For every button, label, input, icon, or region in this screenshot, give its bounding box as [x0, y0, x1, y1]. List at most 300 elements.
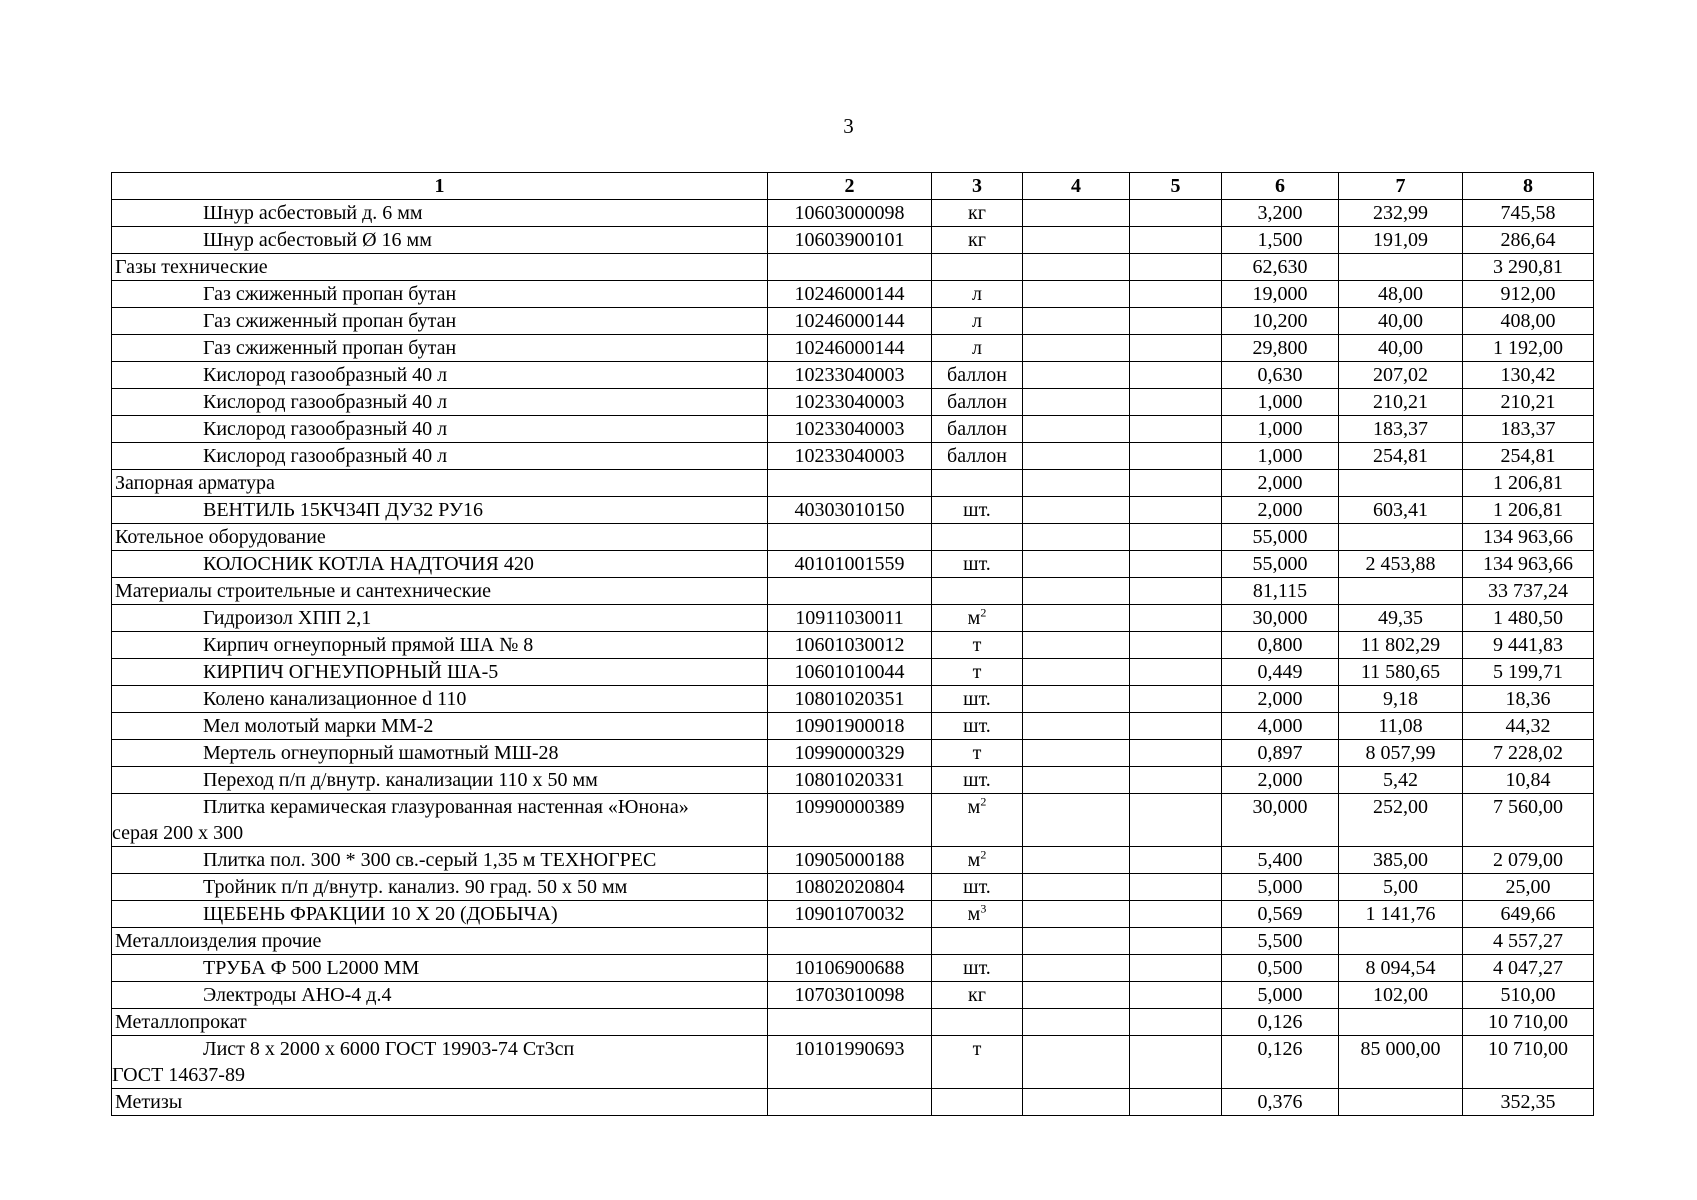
- column-4-cell: [1023, 713, 1130, 740]
- column-5-cell: [1130, 955, 1222, 982]
- item-name: Кирпич огнеупорный прямой ША № 8: [203, 634, 534, 656]
- item-name: Электроды АНО-4 д.4: [203, 984, 392, 1006]
- column-7-cell: 252,00: [1339, 794, 1463, 847]
- unit-text: баллон: [947, 364, 1007, 386]
- column-8-cell: 44,32: [1463, 713, 1594, 740]
- code-cell: 10246000144: [768, 335, 932, 362]
- column-7-cell: 254,81: [1339, 443, 1463, 470]
- unit-cell: [932, 470, 1023, 497]
- item-name-cell: [112, 416, 768, 443]
- unit-exponent: 2: [980, 847, 987, 862]
- item-name-cell: [112, 955, 768, 982]
- code-cell: 10233040003: [768, 362, 932, 389]
- code-cell: 10801020331: [768, 767, 932, 794]
- column-header-5: 5: [1130, 173, 1222, 200]
- column-4-cell: [1023, 740, 1130, 767]
- column-5-cell: [1130, 200, 1222, 227]
- item-name-continuation: серая 200 х 300: [112, 822, 244, 844]
- unit-cell: [932, 443, 1023, 470]
- unit-text: шт.: [963, 499, 991, 521]
- unit-cell: [932, 740, 1023, 767]
- column-4-cell: [1023, 928, 1130, 955]
- column-8-cell: 254,81: [1463, 443, 1594, 470]
- item-name: Газ сжиженный пропан бутан: [203, 310, 457, 332]
- column-5-cell: [1130, 928, 1222, 955]
- column-5-cell: [1130, 632, 1222, 659]
- item-name-cell: [112, 308, 768, 335]
- unit-text: баллон: [947, 391, 1007, 413]
- column-7-cell: 8 057,99: [1339, 740, 1463, 767]
- column-8-cell: 1 192,00: [1463, 335, 1594, 362]
- item-name: Кислород газообразный 40 л: [203, 364, 448, 386]
- code-cell: 40303010150: [768, 497, 932, 524]
- code-cell: 10801020351: [768, 686, 932, 713]
- column-7-cell: 85 000,00: [1339, 1036, 1463, 1089]
- column-8-cell: 1 480,50: [1463, 605, 1594, 632]
- column-7-cell: [1339, 470, 1463, 497]
- column-8-cell: 286,64: [1463, 227, 1594, 254]
- code-cell: 10246000144: [768, 281, 932, 308]
- column-5-cell: [1130, 470, 1222, 497]
- unit-text: кг: [968, 984, 986, 1006]
- column-8-cell: 649,66: [1463, 901, 1594, 928]
- group-name-cell: [112, 928, 768, 955]
- column-6-cell: 0,126: [1222, 1036, 1339, 1089]
- unit-text: шт.: [963, 876, 991, 898]
- column-5-cell: [1130, 227, 1222, 254]
- item-name: Плитка пол. 300 * 300 св.-серый 1,35 м ТЕХНОГРЕС: [203, 849, 657, 871]
- column-7-cell: 207,02: [1339, 362, 1463, 389]
- table-row: [112, 901, 1594, 928]
- column-8-cell: 134 963,66: [1463, 551, 1594, 578]
- column-7-cell: 11 802,29: [1339, 632, 1463, 659]
- table-row: [112, 281, 1594, 308]
- column-8-cell: 10,84: [1463, 767, 1594, 794]
- column-6-cell: 5,400: [1222, 847, 1339, 874]
- code-cell: [768, 578, 932, 605]
- table-body: [112, 200, 1594, 1116]
- column-7-cell: [1339, 254, 1463, 281]
- code-cell: 10233040003: [768, 443, 932, 470]
- unit-cell: [932, 605, 1023, 632]
- column-6-cell: 3,200: [1222, 200, 1339, 227]
- table-row: [112, 955, 1594, 982]
- item-name: ЩЕБЕНЬ ФРАКЦИИ 10 Х 20 (ДОБЫЧА): [203, 903, 558, 925]
- column-6-cell: 0,569: [1222, 901, 1339, 928]
- column-8-cell: 3 290,81: [1463, 254, 1594, 281]
- column-5-cell: [1130, 524, 1222, 551]
- unit-cell: [932, 227, 1023, 254]
- unit-text: т: [972, 742, 982, 764]
- item-name: КИРПИЧ ОГНЕУПОРНЫЙ ША-5: [203, 661, 499, 683]
- unit-cell: [932, 1009, 1023, 1036]
- column-4-cell: [1023, 254, 1130, 281]
- column-5-cell: [1130, 713, 1222, 740]
- column-6-cell: 1,000: [1222, 389, 1339, 416]
- unit-cell: [932, 497, 1023, 524]
- column-6-cell: 2,000: [1222, 470, 1339, 497]
- code-cell: 10106900688: [768, 955, 932, 982]
- code-cell: [768, 928, 932, 955]
- column-5-cell: [1130, 254, 1222, 281]
- column-8-cell: 745,58: [1463, 200, 1594, 227]
- unit-text: л: [972, 283, 982, 305]
- group-name-cell: [112, 524, 768, 551]
- unit-text: шт.: [963, 715, 991, 737]
- table-row: [112, 308, 1594, 335]
- code-cell: 10703010098: [768, 982, 932, 1009]
- group-row: [112, 578, 1594, 605]
- column-5-cell: [1130, 551, 1222, 578]
- column-6-cell: 4,000: [1222, 713, 1339, 740]
- column-7-cell: 8 094,54: [1339, 955, 1463, 982]
- table-row: [112, 227, 1594, 254]
- unit-cell: [932, 686, 1023, 713]
- column-4-cell: [1023, 794, 1130, 847]
- column-8-cell: 1 206,81: [1463, 497, 1594, 524]
- item-name: Кислород газообразный 40 л: [203, 418, 448, 440]
- item-name: Мертель огнеупорный шамотный МШ-28: [203, 742, 559, 764]
- table-row: [112, 200, 1594, 227]
- unit-text: шт.: [963, 688, 991, 710]
- column-header-3: 3: [932, 173, 1023, 200]
- column-6-cell: 55,000: [1222, 551, 1339, 578]
- column-7-cell: 9,18: [1339, 686, 1463, 713]
- column-6-cell: 2,000: [1222, 686, 1339, 713]
- unit-cell: [932, 847, 1023, 874]
- column-7-cell: 232,99: [1339, 200, 1463, 227]
- column-5-cell: [1130, 767, 1222, 794]
- column-7-cell: 1 141,76: [1339, 901, 1463, 928]
- table-row: [112, 740, 1594, 767]
- column-header-8: 8: [1463, 173, 1594, 200]
- item-name-cell: [112, 713, 768, 740]
- table-row: [112, 659, 1594, 686]
- column-6-cell: 55,000: [1222, 524, 1339, 551]
- unit-cell: [932, 632, 1023, 659]
- item-name-cell: [112, 767, 768, 794]
- column-8-cell: 352,35: [1463, 1089, 1594, 1116]
- column-4-cell: [1023, 874, 1130, 901]
- column-7-cell: 210,21: [1339, 389, 1463, 416]
- code-cell: 10901070032: [768, 901, 932, 928]
- table-row: [112, 551, 1594, 578]
- group-name-cell: [112, 470, 768, 497]
- column-6-cell: 1,000: [1222, 416, 1339, 443]
- column-6-cell: 2,000: [1222, 767, 1339, 794]
- item-name: Металлоизделия прочие: [115, 930, 322, 952]
- table-row: [112, 794, 1594, 847]
- column-7-cell: 183,37: [1339, 416, 1463, 443]
- table-row: [112, 605, 1594, 632]
- group-row: [112, 928, 1594, 955]
- unit-cell: [932, 578, 1023, 605]
- item-name-cell: [112, 227, 768, 254]
- table-row: [112, 847, 1594, 874]
- column-4-cell: [1023, 497, 1130, 524]
- item-name-cell: [112, 281, 768, 308]
- column-header-7: 7: [1339, 173, 1463, 200]
- unit-cell: [932, 524, 1023, 551]
- unit-cell: [932, 955, 1023, 982]
- column-6-cell: 30,000: [1222, 794, 1339, 847]
- column-6-cell: 62,630: [1222, 254, 1339, 281]
- item-name: Газы технические: [115, 256, 268, 278]
- column-5-cell: [1130, 740, 1222, 767]
- column-5-cell: [1130, 982, 1222, 1009]
- page-number: 3: [843, 114, 854, 138]
- unit-cell: [932, 362, 1023, 389]
- column-8-cell: 210,21: [1463, 389, 1594, 416]
- item-name: Котельное оборудование: [115, 526, 326, 548]
- column-6-cell: 0,800: [1222, 632, 1339, 659]
- code-cell: 10246000144: [768, 308, 932, 335]
- column-6-cell: 0,897: [1222, 740, 1339, 767]
- code-cell: 40101001559: [768, 551, 932, 578]
- column-7-cell: 11,08: [1339, 713, 1463, 740]
- column-5-cell: [1130, 443, 1222, 470]
- group-row: [112, 1089, 1594, 1116]
- code-cell: 10990000329: [768, 740, 932, 767]
- unit-cell: [932, 659, 1023, 686]
- item-name: Гидроизол ХПП 2,1: [203, 607, 372, 629]
- code-cell: [768, 1009, 932, 1036]
- column-5-cell: [1130, 281, 1222, 308]
- unit-cell: [932, 928, 1023, 955]
- unit-cell: [932, 551, 1023, 578]
- unit-cell: [932, 874, 1023, 901]
- item-name-cell: [112, 847, 768, 874]
- column-7-cell: 49,35: [1339, 605, 1463, 632]
- column-7-cell: 11 580,65: [1339, 659, 1463, 686]
- item-name-cell: [112, 686, 768, 713]
- column-8-cell: 183,37: [1463, 416, 1594, 443]
- unit-cell: [932, 416, 1023, 443]
- column-header-1: 1: [112, 173, 768, 200]
- table-row: [112, 362, 1594, 389]
- code-cell: 10802020804: [768, 874, 932, 901]
- column-8-cell: 4 557,27: [1463, 928, 1594, 955]
- column-5-cell: [1130, 308, 1222, 335]
- column-4-cell: [1023, 686, 1130, 713]
- unit-cell: [932, 901, 1023, 928]
- item-name-cell: [112, 200, 768, 227]
- column-6-cell: 30,000: [1222, 605, 1339, 632]
- column-4-cell: [1023, 982, 1130, 1009]
- column-5-cell: [1130, 362, 1222, 389]
- item-name: Материалы строительные и сантехнические: [115, 580, 492, 602]
- column-5-cell: [1130, 874, 1222, 901]
- item-name-cell: [112, 443, 768, 470]
- group-name-cell: [112, 1009, 768, 1036]
- unit-cell: [932, 794, 1023, 847]
- item-name: КОЛОСНИК КОТЛА НАДТОЧИЯ 420: [203, 553, 534, 575]
- unit-text: л: [972, 337, 982, 359]
- table-row: [112, 497, 1594, 524]
- code-cell: 10601030012: [768, 632, 932, 659]
- unit-cell: [932, 200, 1023, 227]
- column-8-cell: 510,00: [1463, 982, 1594, 1009]
- column-7-cell: 603,41: [1339, 497, 1463, 524]
- column-8-cell: 7 228,02: [1463, 740, 1594, 767]
- code-cell: 10233040003: [768, 389, 932, 416]
- column-4-cell: [1023, 659, 1130, 686]
- item-name-cell: [112, 982, 768, 1009]
- column-7-cell: 102,00: [1339, 982, 1463, 1009]
- unit-cell: [932, 1089, 1023, 1116]
- item-name: Газ сжиженный пропан бутан: [203, 337, 457, 359]
- materials-table: [111, 172, 1594, 1116]
- unit-text: м: [967, 903, 981, 925]
- column-8-cell: 134 963,66: [1463, 524, 1594, 551]
- unit-text: т: [972, 661, 982, 683]
- group-row: [112, 470, 1594, 497]
- code-cell: 10901900018: [768, 713, 932, 740]
- item-name: ТРУБА Ф 500 L2000 ММ: [203, 957, 420, 979]
- column-5-cell: [1130, 497, 1222, 524]
- unit-text: т: [972, 634, 982, 656]
- column-4-cell: [1023, 551, 1130, 578]
- unit-text: м: [967, 607, 981, 629]
- column-4-cell: [1023, 389, 1130, 416]
- column-7-cell: [1339, 928, 1463, 955]
- column-4-cell: [1023, 416, 1130, 443]
- unit-cell: [932, 767, 1023, 794]
- column-6-cell: 2,000: [1222, 497, 1339, 524]
- column-5-cell: [1130, 686, 1222, 713]
- code-cell: 10911030011: [768, 605, 932, 632]
- column-8-cell: 9 441,83: [1463, 632, 1594, 659]
- column-5-cell: [1130, 794, 1222, 847]
- group-name-cell: [112, 578, 768, 605]
- table-row: [112, 767, 1594, 794]
- item-name: Металлопрокат: [115, 1011, 247, 1033]
- column-4-cell: [1023, 767, 1130, 794]
- unit-text: л: [972, 310, 982, 332]
- item-name-cell: [112, 794, 768, 847]
- column-6-cell: 0,630: [1222, 362, 1339, 389]
- column-8-cell: 408,00: [1463, 308, 1594, 335]
- item-name-cell: [112, 659, 768, 686]
- group-row: [112, 1009, 1594, 1036]
- group-name-cell: [112, 1089, 768, 1116]
- column-header-6: 6: [1222, 173, 1339, 200]
- unit-cell: [932, 308, 1023, 335]
- item-name-cell: [112, 497, 768, 524]
- header-row: [112, 173, 1594, 200]
- column-8-cell: 130,42: [1463, 362, 1594, 389]
- item-name-cell: [112, 901, 768, 928]
- code-cell: 10601010044: [768, 659, 932, 686]
- column-4-cell: [1023, 470, 1130, 497]
- column-5-cell: [1130, 578, 1222, 605]
- item-name: Шнур асбестовый Ø 16 мм: [203, 229, 432, 251]
- item-name-continuation: ГОСТ 14637-89: [112, 1064, 245, 1086]
- column-4-cell: [1023, 578, 1130, 605]
- column-4-cell: [1023, 524, 1130, 551]
- unit-text: баллон: [947, 445, 1007, 467]
- column-4-cell: [1023, 847, 1130, 874]
- code-cell: [768, 470, 932, 497]
- item-name: Кислород газообразный 40 л: [203, 445, 448, 467]
- column-4-cell: [1023, 1009, 1130, 1036]
- column-5-cell: [1130, 1089, 1222, 1116]
- unit-exponent: 3: [980, 901, 987, 916]
- column-8-cell: 33 737,24: [1463, 578, 1594, 605]
- group-row: [112, 524, 1594, 551]
- unit-cell: [932, 1036, 1023, 1089]
- column-header-4: 4: [1023, 173, 1130, 200]
- column-4-cell: [1023, 200, 1130, 227]
- unit-text: шт.: [963, 553, 991, 575]
- column-7-cell: 2 453,88: [1339, 551, 1463, 578]
- table-row: [112, 335, 1594, 362]
- code-cell: [768, 524, 932, 551]
- code-cell: [768, 254, 932, 281]
- unit-text: кг: [968, 229, 986, 251]
- table-row: [112, 713, 1594, 740]
- column-5-cell: [1130, 1009, 1222, 1036]
- unit-exponent: 2: [980, 794, 987, 809]
- unit-text: м: [967, 796, 981, 818]
- column-4-cell: [1023, 281, 1130, 308]
- unit-exponent: 2: [980, 605, 987, 620]
- item-name: Переход п/п д/внутр. канализации 110 х 50 мм: [203, 769, 598, 791]
- item-name: Запорная арматура: [115, 472, 275, 494]
- column-6-cell: 5,000: [1222, 874, 1339, 901]
- column-6-cell: 5,000: [1222, 982, 1339, 1009]
- item-name-cell: [112, 389, 768, 416]
- item-name-cell: [112, 632, 768, 659]
- column-4-cell: [1023, 605, 1130, 632]
- column-6-cell: 1,500: [1222, 227, 1339, 254]
- unit-text: кг: [968, 202, 986, 224]
- column-7-cell: 385,00: [1339, 847, 1463, 874]
- code-cell: 10233040003: [768, 416, 932, 443]
- column-7-cell: 48,00: [1339, 281, 1463, 308]
- unit-cell: [932, 335, 1023, 362]
- item-name: Шнур асбестовый д. 6 мм: [203, 202, 423, 224]
- unit-text: баллон: [947, 418, 1007, 440]
- column-7-cell: 191,09: [1339, 227, 1463, 254]
- column-5-cell: [1130, 605, 1222, 632]
- table-row: [112, 874, 1594, 901]
- unit-cell: [932, 982, 1023, 1009]
- column-6-cell: 0,126: [1222, 1009, 1339, 1036]
- unit-cell: [932, 281, 1023, 308]
- code-cell: [768, 1089, 932, 1116]
- column-6-cell: 29,800: [1222, 335, 1339, 362]
- column-7-cell: [1339, 1089, 1463, 1116]
- item-name-cell: [112, 335, 768, 362]
- column-6-cell: 0,376: [1222, 1089, 1339, 1116]
- column-4-cell: [1023, 1036, 1130, 1089]
- column-8-cell: 25,00: [1463, 874, 1594, 901]
- item-name: Плитка керамическая глазурованная настенная «Юнона»: [203, 796, 689, 818]
- item-name-cell: [112, 740, 768, 767]
- column-8-cell: 1 206,81: [1463, 470, 1594, 497]
- column-5-cell: [1130, 659, 1222, 686]
- group-row: [112, 254, 1594, 281]
- unit-cell: [932, 389, 1023, 416]
- column-8-cell: 4 047,27: [1463, 955, 1594, 982]
- item-name: Метизы: [115, 1091, 183, 1113]
- column-6-cell: 81,115: [1222, 578, 1339, 605]
- column-4-cell: [1023, 901, 1130, 928]
- item-name-cell: [112, 874, 768, 901]
- unit-text: м: [967, 849, 981, 871]
- column-4-cell: [1023, 335, 1130, 362]
